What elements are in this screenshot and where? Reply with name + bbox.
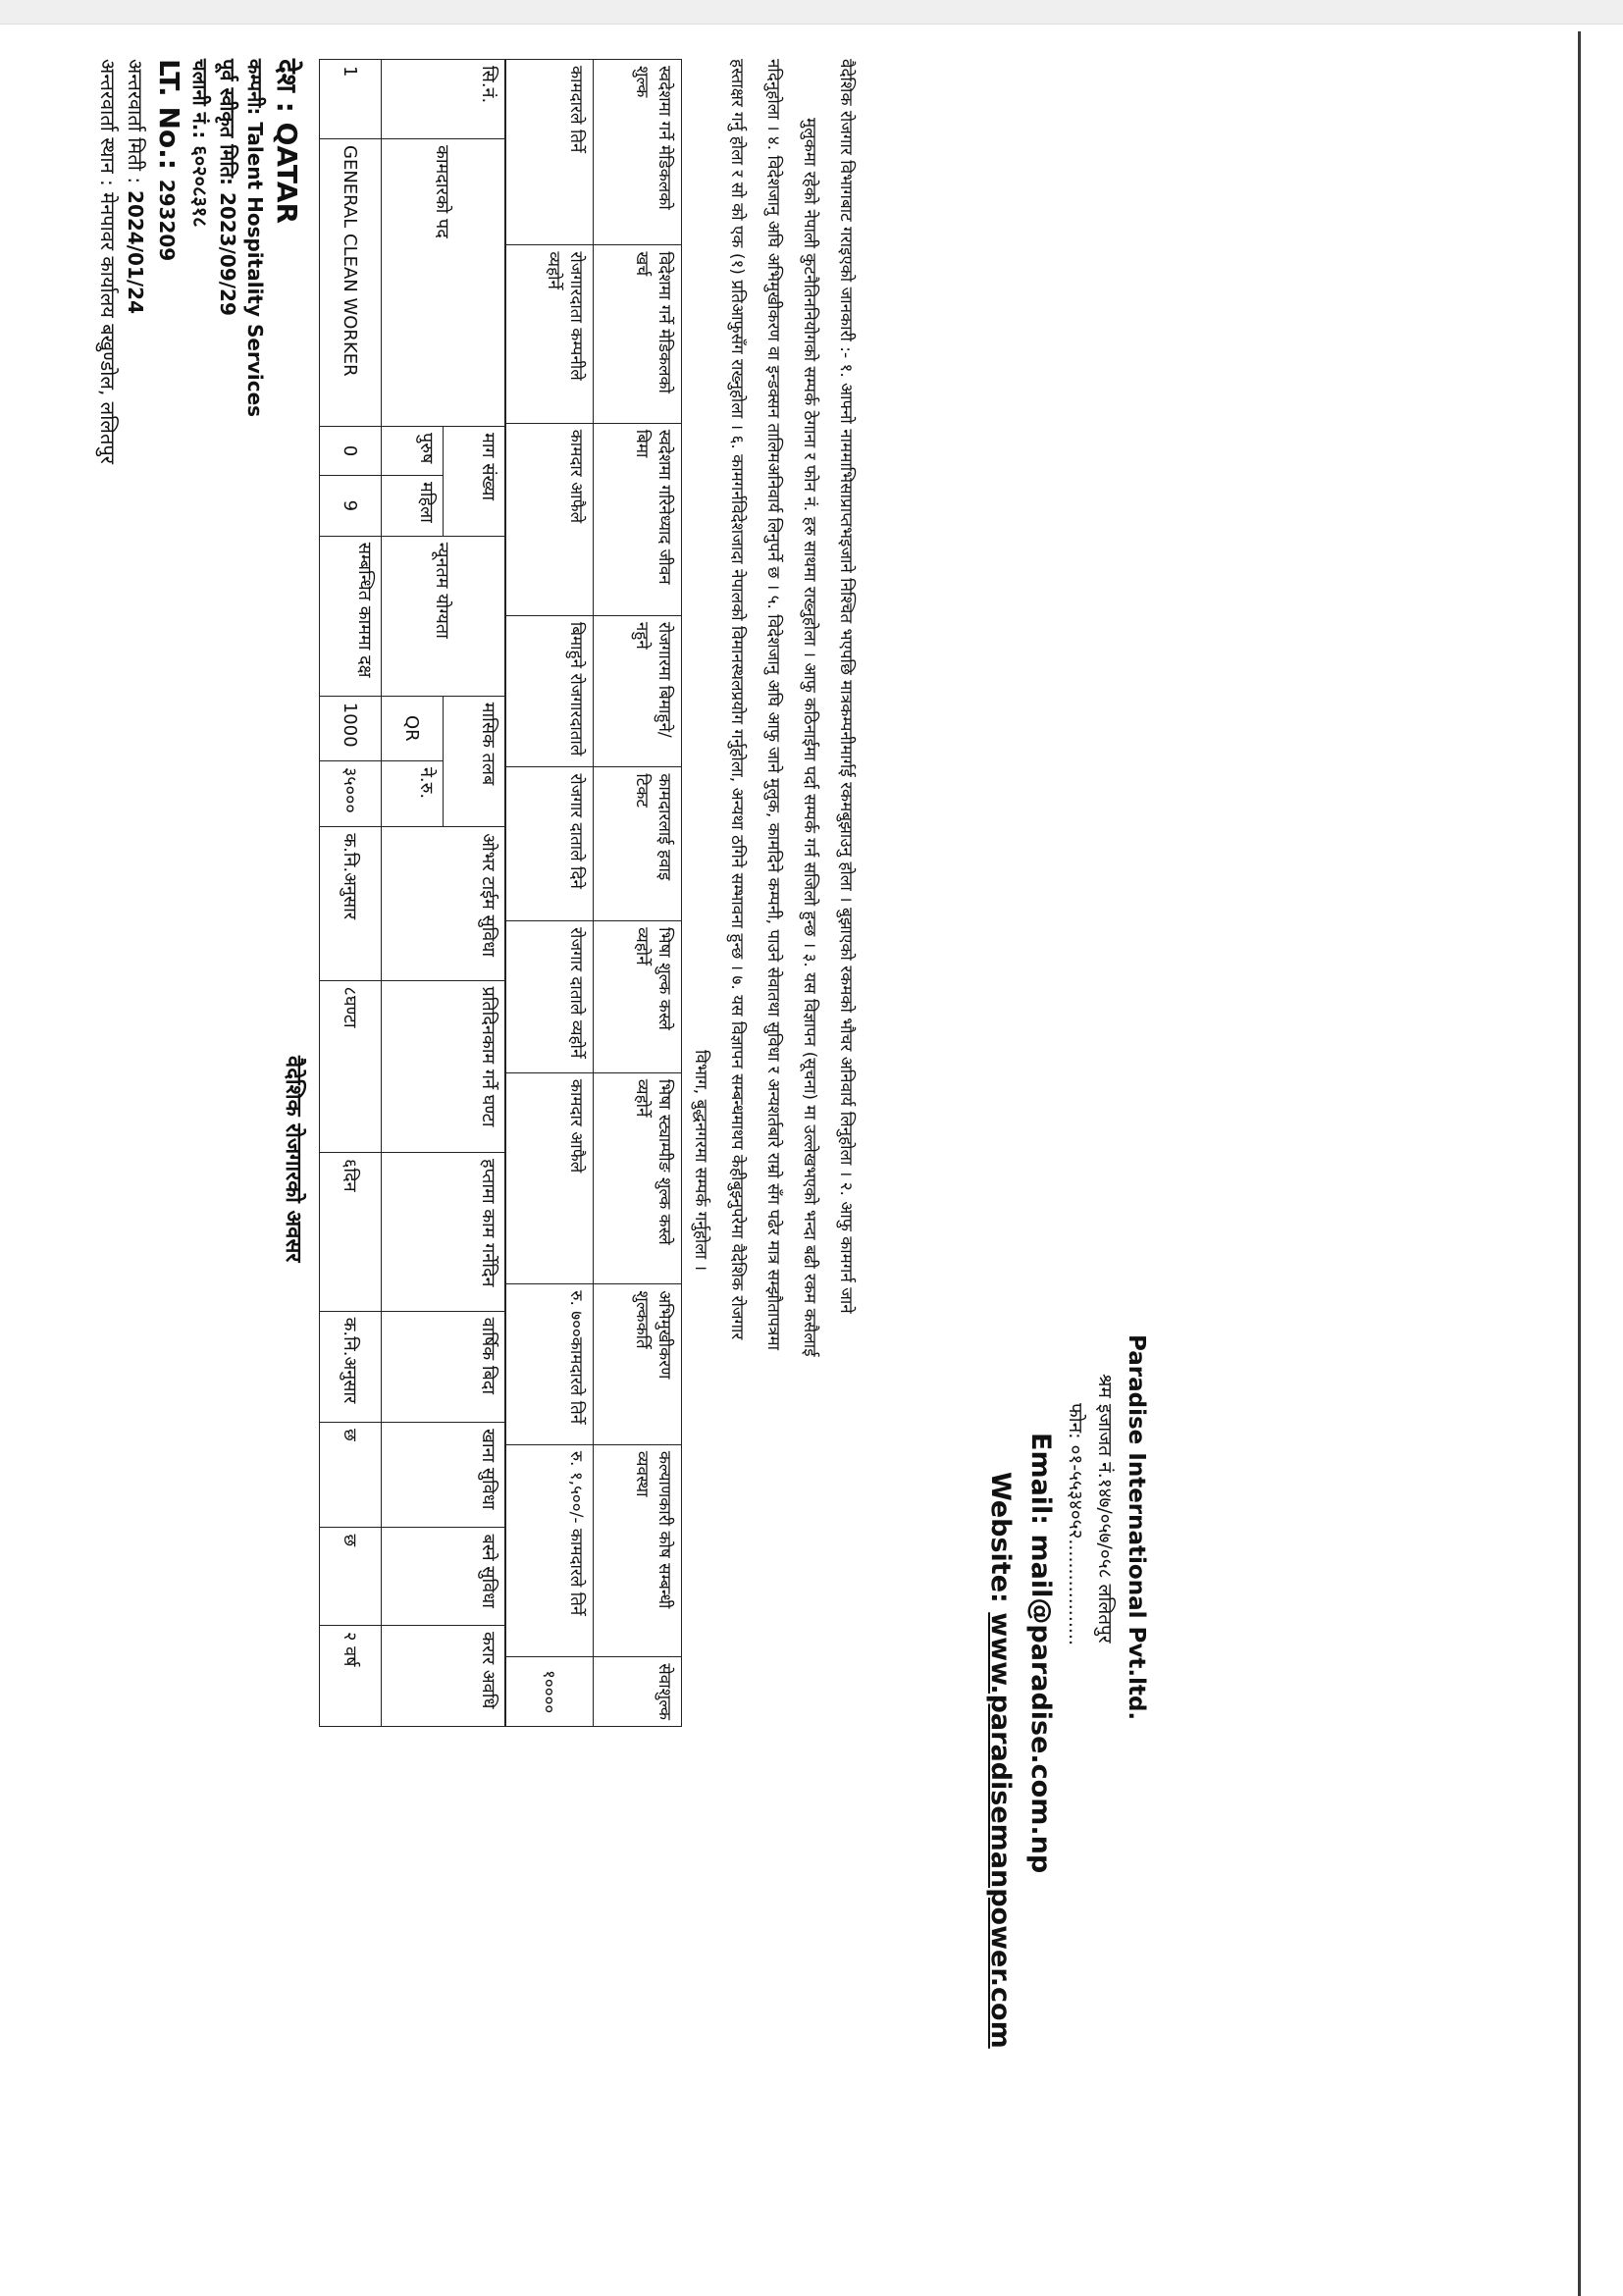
- notice-line-1: वैदेशिक रोजगार विभागबाट गराइएको जानकारी :- १. आफ्नो नाममाभिसाप्राप्तभइजाने निश्चित भएपछि मात्रकम्पनीमार्गई रकमबुझाउनु होला । बुझाएको रकमको भौचर अनिवार्य लिनुहोला । २. आफु कामगर्न जाने: [836, 59, 856, 1314]
- agency-phone: फोन: ०१-५५३४०५२..................: [1065, 1403, 1086, 1646]
- notice-line-5: विभाग, बुद्धनगरमा सम्पर्क गर्नुहोला ।: [691, 1050, 710, 1272]
- fee-header-welfare-fund: कल्याणकारी कोष सम्बन्धी व्यवस्था: [594, 1444, 682, 1656]
- country-label: देश :: [271, 59, 303, 113]
- fee-header-employment-insurance: रोजगारमा बिमाहुने/नहुने: [594, 615, 682, 766]
- col-header-accommodation: बस्ने सुविधा: [382, 1528, 505, 1626]
- fee-header-abroad-medical: विदेशमा गर्ने मेडिकलको खर्च: [594, 245, 682, 423]
- fee-header-visa-stamping: भिषा स्ट्याम्पीङ शुल्क कस्ले व्यहोर्ने: [594, 1072, 682, 1283]
- website-label: Website:: [985, 1472, 1016, 1603]
- company-value: Talent Hospitality Services: [243, 122, 267, 418]
- agency-license: श्रम इजाजत नं.१४७/०५७/०५८ ललितपुर: [1094, 1374, 1116, 1644]
- fee-header-life-insurance: स्वदेशमा गरिनेध्याद जीवन बिमा: [594, 423, 682, 615]
- cell-npr: ३५०००: [320, 760, 382, 826]
- cell-sn: 1: [320, 60, 382, 139]
- agency-email[interactable]: Email: mail@paradise.com.np: [1025, 1433, 1056, 1874]
- job-table: [319, 59, 505, 1727]
- advertisement-sheet: [39, 59, 1511, 2237]
- col-header-salary: मासिक तलब: [444, 696, 505, 827]
- cell-annual-leave: क.नि.अनुसार: [320, 1311, 382, 1423]
- fee-visa-fee: रोजगार दाताले व्यहोर्ने: [506, 921, 595, 1073]
- page-top-edge: [0, 24, 1623, 25]
- cell-food: छ: [320, 1423, 382, 1528]
- notice-line-2: मुलुकमा रहेको नेपाली कुटनैतिननियोगको सम्पर्क ठेगाना र फोन नं. हरु साथमा राख्नुहोला । आफु कठिनाईमा पर्दा सम्पर्क गर्न सजिलो हुन्छ । ३. यस विज्ञापन (सूचना) मा उल्लेखभएको भन्दा बढी रकम कसैलाई: [800, 118, 819, 1357]
- cell-post: GENERAL CLEAN WORKER: [320, 139, 382, 427]
- interview-place-line: [94, 59, 122, 464]
- interview-place-label: अन्तरवार्ता स्थान :: [96, 59, 120, 186]
- website-link[interactable]: www.paradisemanpower.com: [985, 1612, 1016, 2049]
- fee-header-home-medical: स्वदेशमा गर्ने मेडिकलको शुल्क: [594, 60, 682, 245]
- lt-line: [149, 59, 186, 464]
- interview-date-line: [122, 59, 149, 464]
- notice-line-4: हस्ताक्षर गर्नु होला र सो को एक (१) प्रतिआफुसँग राख्नुहोला । ६. कामगर्नविदेशजादा नेपालको विमानस्थलप्रयोग गर्नुहोला, अन्यथा ठगिने सम्भावना हुन्छ । ७. यस विज्ञापन सम्बन्धमाथप केहीबुझ्नुपरेमा वैदेशिक रोजगार: [727, 59, 747, 1340]
- fee-service-fee: १००००: [506, 1657, 595, 1727]
- chalani-value: ६०२०८३१८: [188, 145, 212, 228]
- scan-top-bar: [0, 0, 1623, 24]
- col-header-male: पुरुष: [382, 427, 444, 476]
- cell-qualification: सम्बन्धित काममा दक्ष: [320, 536, 382, 696]
- col-header-post: कामदारको पद: [382, 139, 505, 427]
- interview-place: मेनपावर कार्यालय बखुण्डोल, ललितपुर: [96, 192, 120, 464]
- cell-daily-hours: ८घण्टा: [320, 980, 382, 1153]
- chalani-label: चलानी नं.:: [188, 59, 212, 139]
- interview-date: 2024/01/24: [124, 190, 147, 314]
- cell-weekly-days: ६दिन: [320, 1153, 382, 1312]
- approval-label: पूर्व स्वीकृत मिति:: [216, 59, 239, 185]
- fee-visa-stamping: कामदार आफैले: [506, 1072, 595, 1283]
- lt-label: LT. No.:: [153, 59, 185, 170]
- company-line: [241, 59, 269, 464]
- fee-orientation: रु. ७००कामदारले तिर्ने: [506, 1284, 595, 1445]
- fee-header-service-fee: सेवाशुल्क: [594, 1657, 682, 1727]
- col-header-food: खाना सुविधा: [382, 1423, 505, 1528]
- chalani-line: [186, 59, 214, 464]
- country-value: QATAR: [271, 122, 303, 225]
- fee-abroad-medical: रोजगारदाता कम्पनीले व्यहोर्ने: [506, 245, 595, 423]
- approval-date: 2023/09/29: [216, 191, 239, 316]
- header-block: [94, 59, 304, 464]
- table-row: [320, 60, 382, 1727]
- cell-accommodation: छ: [320, 1528, 382, 1626]
- fee-welfare-fund: रु. १,५००/- कामदारले तिर्ने: [506, 1444, 595, 1656]
- col-header-demand: माग संख्या: [444, 427, 505, 537]
- interview-date-label: अन्तरवार्ता मिती :: [124, 59, 147, 184]
- cell-female: 9: [320, 475, 382, 536]
- col-header-sn: सि.नं.: [382, 60, 505, 139]
- fee-header-visa-fee: भिषा शुल्क कस्ले व्यहोर्ने: [594, 921, 682, 1073]
- col-header-qr: QR: [382, 696, 444, 760]
- cell-male: 0: [320, 427, 382, 476]
- country-line: [269, 59, 304, 464]
- col-header-annual-leave: वार्षिक बिदा: [382, 1311, 505, 1423]
- fee-value-row: [506, 60, 595, 1727]
- document-title: वैदेशिक रोजगारको अवसर: [281, 1056, 305, 1263]
- fee-table: [505, 59, 682, 1727]
- col-header-weekly-days: हप्तामा काम गर्नेदिन: [382, 1153, 505, 1312]
- col-header-female: महिला: [382, 475, 444, 536]
- fee-air-ticket: रोजगार दाताले दिने: [506, 767, 595, 921]
- col-header-daily-hours: प्रतिदिनकाम गर्ने घण्टा: [382, 980, 505, 1153]
- fee-home-medical: कामदारले तिर्ने: [506, 60, 595, 245]
- company-contact-block: [980, 1334, 1153, 2237]
- company-label: कम्पनी:: [243, 59, 267, 116]
- fee-employment-insurance: बिमाहुने रोजगारदाताले: [506, 615, 595, 766]
- scan-right-edge: [1578, 31, 1581, 2296]
- col-header-contract: करार अवधि: [382, 1626, 505, 1727]
- fee-header-air-ticket: कामदारलाई हवाइ टिकट: [594, 767, 682, 921]
- cell-contract: २ वर्ष: [320, 1626, 382, 1727]
- cell-overtime: क.नि.अनुसार: [320, 827, 382, 980]
- fee-header-orientation: अभिमुखीकरण शुल्ककर्ति: [594, 1284, 682, 1445]
- col-header-qualification: न्यूनतम योग्यता: [382, 536, 505, 696]
- cell-qr: 1000: [320, 696, 382, 760]
- col-header-overtime: ओभर टाईम सुविधा: [382, 827, 505, 980]
- col-header-npr: ने.रु.: [382, 760, 444, 826]
- approval-line: [214, 59, 241, 464]
- notice-line-3: नदिनुहोला । ४. विदेशजानु अघि अभिमुखीकरण वा इन्डक्सन तालिमअनिवार्य लिनुपर्ने छ । ५. विदेशजानु अघि आफु जाने मुलुक, कामदिने कम्पनी, पाउने सेवातथा सुविधा र अन्यशर्तबारे राम्रो सँग पढेर मात्र सम्झौतापत्रमा: [763, 59, 783, 1351]
- lt-value: 293209: [155, 179, 179, 262]
- notice-text: [682, 59, 864, 2237]
- agency-name: Paradise International Pvt.ltd.: [1124, 1334, 1149, 1721]
- fee-life-insurance: कामदार आफैले: [506, 423, 595, 615]
- fee-header-row: [594, 60, 682, 1727]
- agency-website[interactable]: [980, 1334, 1020, 2237]
